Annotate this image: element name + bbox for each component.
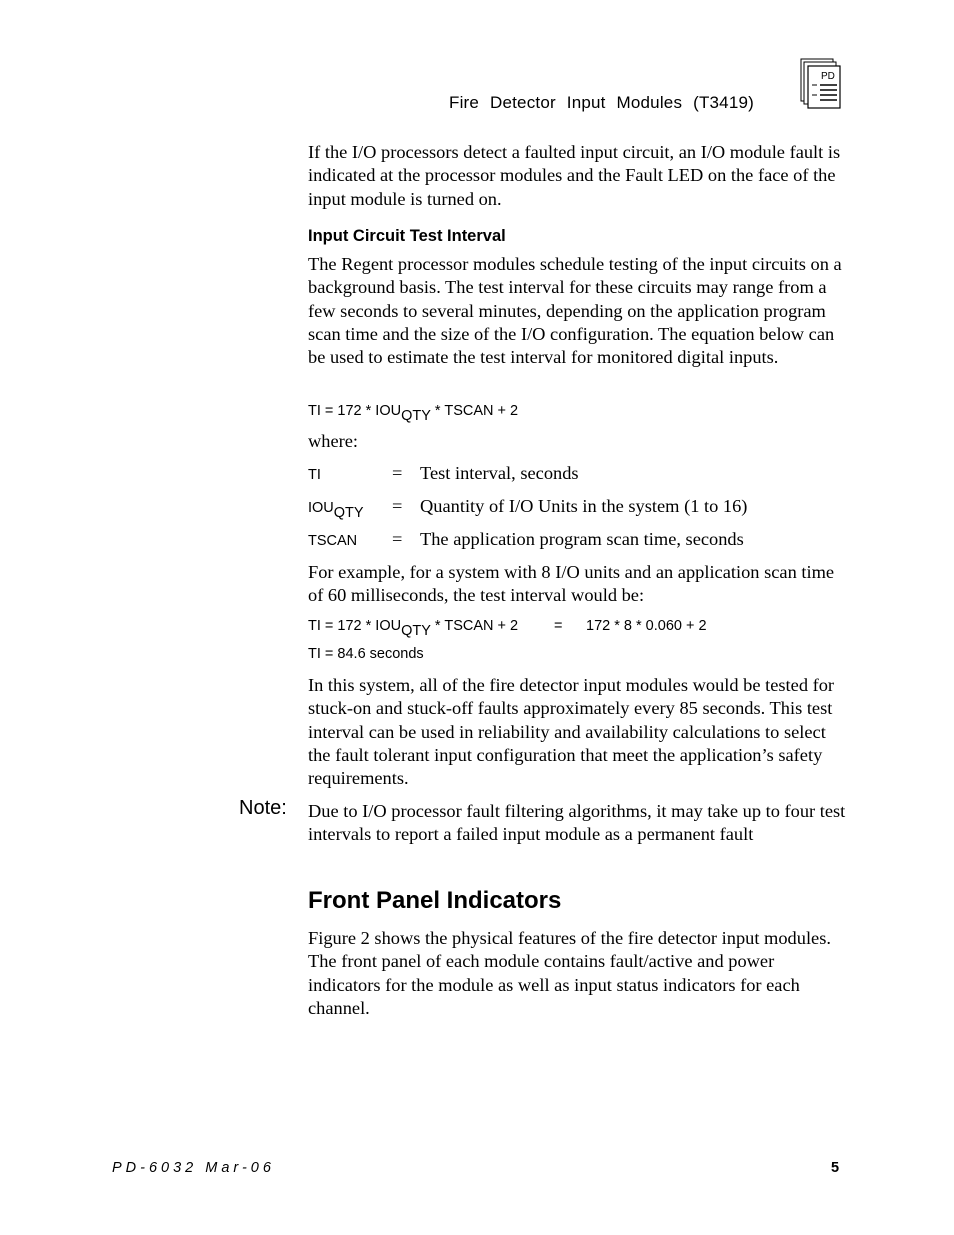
definition-text-iou: Quantity of I/O Units in the system (1 to 16) <box>420 496 748 516</box>
page-number: 5 <box>831 1160 840 1176</box>
front-panel-paragraph: Figure 2 shows the physical features of the fire detector input modules. The front panel of each module contains fault/active and power indicators for the module as well as input status indicators for each channel. <box>308 928 831 1018</box>
example-equals: = <box>554 618 563 634</box>
equation <box>308 403 519 424</box>
system-paragraph: In this system, all of the fire detector input modules would be tested for stuck-on and stuck-off faults approximately every 85 seconds. This test interval can be used in reliability and availability calculations to select the fault tolerant input configuration that meet the application’s safety requirements. <box>308 675 835 789</box>
equation-subscript: QTY <box>401 408 431 424</box>
definition-text-tscan: The application program scan time, seconds <box>420 529 744 549</box>
definition-text-ti: Test interval, seconds <box>420 463 579 483</box>
definition-equals: = <box>392 463 403 483</box>
pd-icon-label: PD <box>821 71 835 82</box>
footer-doc-id: PD-6032 Mar-06 <box>112 1160 275 1176</box>
definition-symbol-ti: TI <box>308 467 321 483</box>
where-label: where: <box>308 431 359 451</box>
input-circuit-paragraph: The Regent processor modules schedule testing of the input circuits on a background basis. The test interval for these circuits may range from a few seconds to several minutes, depending on the application program scan time and the size of the I/O configuration. The equation below can be used to estimate the test interval for monitored digital inputs. <box>308 254 842 368</box>
definition-symbol-tscan: TSCAN <box>308 533 358 549</box>
input-circuit-heading: Input Circuit Test Interval <box>308 227 506 245</box>
note-text: Due to I/O processor fault filtering algorithms, it may take up to four test intervals to report a failed input module as a permanent fault <box>308 801 846 845</box>
example-equation: TI = $172 * IOU_{QTY}$ * TSCAN + 2 <box>308 618 519 639</box>
example-result: TI = 84.6 seconds <box>308 646 424 662</box>
running-header: Fire Detector Input Modules (T3419) <box>449 93 755 112</box>
intro-paragraph: If the I/O processors detect a faulted input circuit, an I/O module fault is indicated at the processor modules and the Fault LED on the face of the input module is turned on. <box>308 142 841 209</box>
definition-equals: = <box>392 496 403 516</box>
example-rhs: 172 * 8 * 0.060 + 2 <box>586 618 707 634</box>
equation-prefix: TI = 172 * IOU <box>308 403 402 419</box>
example-paragraph: For example, for a system with 8 I/O units and an application scan time of 60 milliseconds, the test interval would be: <box>308 562 835 606</box>
definition-equals: = <box>392 529 403 549</box>
front-panel-heading: Front Panel Indicators <box>308 887 562 914</box>
pd-document-icon <box>800 58 842 110</box>
definition-symbol-iou: $IOU_{QTY}$ <box>308 500 364 521</box>
equation-suffix: * TSCAN + 2 <box>430 403 519 419</box>
note-label: Note: <box>239 797 287 819</box>
